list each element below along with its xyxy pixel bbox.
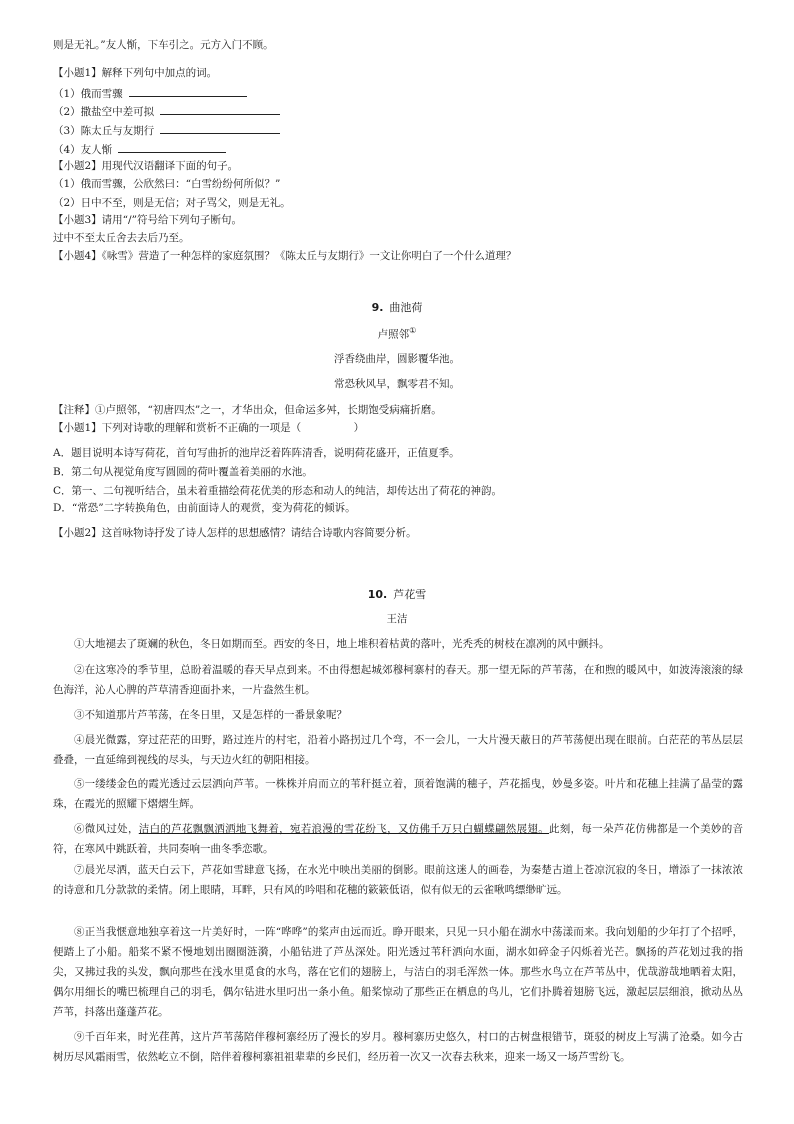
text-line: 则是无礼。”友人惭，下车引之。元方入门不顾。 (53, 39, 274, 51)
paragraph-text: ⑥微风过处， (74, 823, 139, 835)
article-paragraph: ⑧正当我惬意地独享着这一片美好时，一阵“哗哗”的桨声由远而近。睁开眼来，只见一只小船在湖水中荡漾而来。我向划船的少年打了个招呼，便踏上了小船。船桨不紧不慢地划出圈圈涟漪，小船钻进了芦丛深处。阳光透过苇秆洒向水面，湖水如碎金子闪烁着光芒。飘扬的芦花划过我的指尖，又拂过我的头发，飘向那些在浅水里觅食的水鸟，落在它们的翅膀上，与洁白的羽毛浑然一体。那些水鸟立在芦苇丛中，优哉游哉地晒着太阳，偶尔用细长的嘴巴梳理自己的羽毛，偶尔钻进水里叼出一条小鱼。船桨惊动了那些正在栖息的鸟儿，它们扑腾着翅膀飞远，激起层层细浪，掀动丛丛芦苇，抖落出蓬蓬芦花。 (53, 926, 743, 1018)
question-stem: 【小题2】用现代汉语翻译下面的句子。 (53, 160, 239, 172)
question-stem: 【小题2】这首咏物诗抒发了诗人怎样的思想感情？请结合诗歌内容简要分析。 (53, 527, 417, 539)
poem-line: 浮香绕曲岸，圆影覆华池。 (334, 353, 460, 365)
answer-blank[interactable] (160, 103, 280, 115)
item-line (53, 141, 226, 157)
item-line (53, 122, 280, 138)
article-title: 芦花雪 (393, 588, 427, 601)
poem-title: 曲池荷 (389, 301, 423, 314)
option-a: A．题目说明本诗写荷花，首句写曲折的池岸泛着阵阵清香，说明荷花盛开，正值夏季。 (53, 447, 460, 459)
option-d: D．“常恐”二字转换角色，由前面诗人的观赏，变为荷花的倾诉。 (53, 502, 356, 514)
item-line: （2）日中不至，则是无信；对子骂父，则是无礼。 (53, 197, 291, 209)
poem-line: 常恐秋风早，飘零君不知。 (334, 378, 460, 390)
question-number: 10. (367, 588, 388, 601)
item-text: （3）陈太丘与友期行 (53, 125, 155, 137)
article-paragraph: ③不知道那片芦苇荡，在冬日里，又是怎样的一番景象呢？ (74, 709, 347, 721)
answer-blank[interactable] (118, 141, 226, 153)
item-line: 过中不至太丘舍去去后乃至。 (53, 232, 190, 244)
poem-author: 卢照邻 (377, 328, 410, 341)
question-stem: 【小题3】请用“/”符号给下列句子断句。 (53, 214, 242, 226)
article-paragraph: ⑨千百年来，时光荏苒，这片芦苇荡陪伴穆柯寨经历了漫长的岁月。穆柯寨历史悠久，村口的古树盘根错节，斑驳的树皮上写满了沧桑。如今古树历尽风霜雨雪，依然屹立不倒，陪伴着穆柯寨祖祖辈辈的乡民们，经历着一次又一次春去秋来，迎来一场又一场芦雪纷飞。 (53, 1031, 743, 1063)
option-c: C．第一、二句视听结合，虽未着重描绘荷花优美的形态和动人的纯洁，却传达出了荷花的神韵。 (53, 485, 503, 497)
question-stem: 【小题1】下列对诗歌的理解和赏析不正确的一项是（ ） (53, 422, 365, 434)
article-paragraph: ④晨光微露，穿过茫茫的田野，路过连片的村宅，沿着小路拐过几个弯，不一会儿，一大片漫天蔽日的芦苇荡便出现在眼前。白茫茫的苇丛层层叠叠，一直延绵到视线的尽头，与天边火红的朝阳相接。 (53, 734, 743, 766)
article-author: 王洁 (386, 613, 408, 625)
underlined-sentence: 洁白的芦花飘飘洒洒地飞舞着，宛若浪漫的雪花纷飞，又仿佛千万只白蝴蝶翩然展翅。 (138, 823, 549, 835)
article-heading (0, 588, 794, 602)
paragraph-text: 此刻，每一朵芦花仿佛都是一个美妙的音符，在寒风中跳跃着，共同奏响一曲冬季恋歌。 (53, 823, 744, 855)
article-paragraph: ②在这寒冷的季节里，总盼着温暖的春天早点到来。不由得想起城郊穆柯寨村的春天。那一望无际的芦苇荡，在和煦的暖风中，如波涛滚滚的绿色海洋，沁人心脾的芦草清香迎面扑来，一片盎然生机。 (53, 664, 743, 696)
answer-blank[interactable] (129, 85, 247, 97)
note-marker: ① (409, 326, 417, 335)
question-number: 9. (371, 301, 384, 314)
item-line (53, 103, 280, 119)
item-text: （1）俄而雪骤 (53, 88, 123, 100)
article-paragraph: ⑤一缕缕金色的霞光透过云层洒向芦苇。一株株并肩而立的苇秆挺立着，顶着饱满的穗子，芦花摇曳，妙曼多姿。叶片和花穗上挂满了晶莹的露珠，在霞光的照耀下熠熠生辉。 (53, 778, 743, 810)
poem-heading (0, 301, 794, 315)
item-line (53, 85, 247, 101)
article-paragraph: ⑦晨光尽洒，蓝天白云下，芦花如雪肆意飞扬，在水光中映出美丽的倒影。眼前这迷人的画卷，为秦楚古道上苍凉沉寂的冬日，增添了一抹浓浓的诗意和几分款款的柔情。闭上眼睛，耳畔，只有风的吟唱和花穗的簌簌低语，似有似无的云雀啾鸣缥缈旷远。 (53, 864, 743, 896)
poem-author-line (0, 324, 794, 342)
question-stem: 【小题1】解释下列句中加点的词。 (53, 67, 218, 79)
article-paragraph: ①大地褪去了斑斓的秋色，冬日如期而至。西安的冬日，地上堆积着枯黄的落叶，光秃秃的树枝在凛冽的风中颤抖。 (74, 638, 610, 650)
item-line: （1）俄而雪骤，公欣然曰：“白雪纷纷何所似？” (53, 178, 281, 190)
poem-note: 【注释】①卢照邻，“初唐四杰”之一，才华出众，但命运多舛，长期饱受病痛折磨。 (53, 404, 442, 416)
option-b: B．第二句从视觉角度写圆圆的荷叶覆盖着美丽的水池。 (53, 466, 313, 478)
article-paragraph (53, 819, 743, 859)
item-text: （2）撒盐空中差可拟 (53, 106, 155, 118)
question-stem: 【小题4】《咏雪》营造了一种怎样的家庭氛围？《陈太丘与友期行》一文让你明白了一个什么道理？ (53, 250, 517, 262)
answer-blank[interactable] (160, 122, 280, 134)
item-text: （4）友人惭 (53, 144, 113, 156)
